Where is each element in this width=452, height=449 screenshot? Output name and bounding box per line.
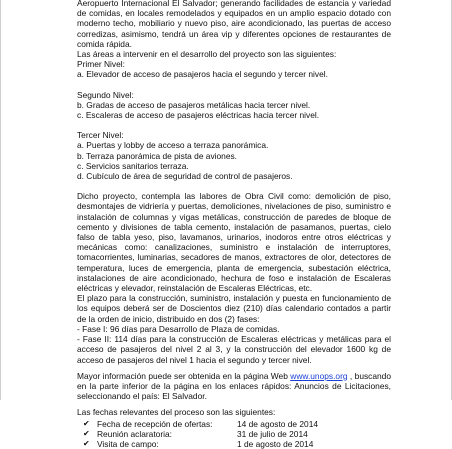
fecha-value: 31 de julio de 2014 <box>237 428 308 439</box>
fase-2: - Fase II: 114 días para la construcción de Escaleras eléctricas y metálicas para el acceso de pasajeros del nivel 2 al 3, y la construcción del elevador 1600 kg de acceso de pasajeros del nivel 1 hacia el segundo y tercer nivel. <box>77 334 391 365</box>
intro-paragraph: Aeropuerto Internacional El Salvador; generando facilidades de estancia y variedad de comidas, en locales remodelados y equipados en un amplio espacio dotado con moderno techo, mobiliario y nuevo piso, aire acondicionado, las puertas de acceso corredizas, asimismo, tendrá un área vip y diferentes opciones de restaurantes de comida rápida. <box>77 0 391 49</box>
checkmark-icon: ✔ <box>83 428 90 438</box>
tercer-nivel-item: b. Terraza panorámica de pista de aviones. <box>77 150 237 161</box>
tercer-nivel-item: c. Servicios sanitarios terraza. <box>77 160 189 171</box>
tercer-nivel-item: a. Puertas y lobby de acceso a terraza panorámica. <box>77 140 269 151</box>
fecha-value: 1 de agosto de 2014 <box>237 438 314 449</box>
areas-title: Las áreas a intervenir en el desarrollo del proyecto son las siguientes: <box>77 49 337 60</box>
info-text-post: , buscando en la parte inferior de la página en los enlaces rápidos: Anuncios de Licitaciones, seleccionando el país: El Salvador. <box>77 370 391 402</box>
checkmark-icon: ✔ <box>83 418 90 428</box>
info-text-pre: Mayor información puede ser obtenida en la página Web <box>77 370 291 381</box>
fecha-label: Visita de campo: <box>97 438 159 449</box>
fecha-value: 14 de agosto de 2014 <box>237 418 319 429</box>
document-body <box>77 0 391 449</box>
segundo-nivel-item: b. Gradas de acceso de pasajeros metálicas hacia tercer nivel. <box>77 99 311 110</box>
fase-1: - Fase I: 96 días para Desarrollo de Plaza de comidas. <box>77 323 280 334</box>
fecha-label: Fecha de recepción de ofertas: <box>97 418 213 429</box>
fecha-row <box>77 419 391 429</box>
fechas-title: Las fechas relevantes del proceso son las siguientes: <box>77 407 276 418</box>
proyecto-paragraph: Dicho proyecto, contempla las labores de Obra Civil como: demolición de piso, desmontajes de vidriería y puertas, demoliciones, nivelaciones de piso, suministro e instalación de columnas y vigas metálicas, construcción de paredes de bloque de cemento y divisiones de tabla cemento, instalación de pasamanos, puertas, cielo falso de tabla yeso, piso, lavamanos, urinarios, inodoros entre otros eléctricas y mecánicas como: canalizaciones, suministro e instalación de interruptores, tomacorrientes, luminarias, secadores de manos, extractores de olor, detectores de temperatura, luces de emergencia, planta de emergencia, subestación eléctrica, instalaciones de aire acondicionado, hechura de foso e instalación de Escaleras eléctricas y elevador, reinstalación de Escaleras Eléctricas, etc. <box>77 191 391 294</box>
fecha-row <box>77 429 391 439</box>
info-paragraph <box>77 371 391 402</box>
checkmark-icon: ✔ <box>83 438 90 448</box>
primer-nivel-heading: Primer Nivel: <box>77 59 125 70</box>
fecha-row <box>77 439 391 449</box>
segundo-nivel-item: c. Escaleras de acceso de pasajeros eléctricas hacia tercer nivel. <box>77 110 320 121</box>
plazo-paragraph: El plazo para la construcción, suministro, instalación y puesta en funcionamiento de los equipos deberá ser de Doscientos diez (210) días calendario contados a partir de la orden de inicio, distribuido en dos (2) fases: <box>77 293 391 324</box>
tercer-nivel-item: d. Cubículo de área de seguridad de control de pasajeros. <box>77 171 293 182</box>
segundo-nivel-heading: Segundo Nivel: <box>77 89 134 100</box>
primer-nivel-item: a. Elevador de acceso de pasajeros hacia el segundo y tercer nivel. <box>77 69 328 80</box>
fecha-label: Reunión aclaratoria: <box>97 428 172 439</box>
fechas-list <box>77 419 391 449</box>
tercer-nivel-heading: Tercer Nivel: <box>77 130 124 141</box>
unops-link[interactable]: www.unops.org <box>290 370 348 381</box>
